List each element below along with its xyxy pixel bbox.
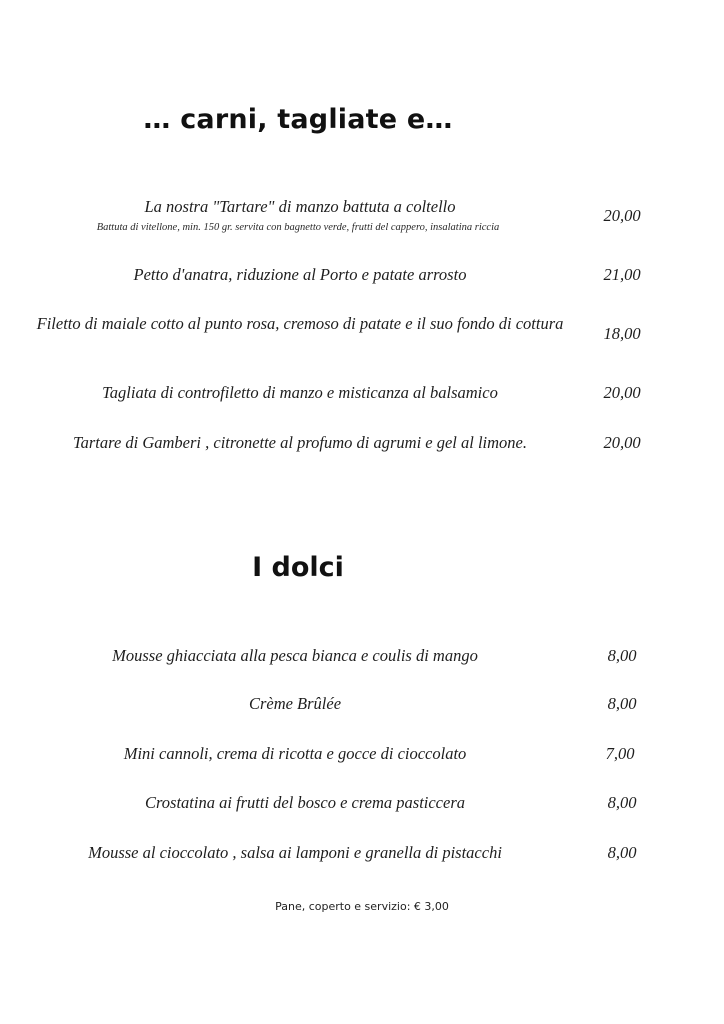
section-title-carni: … carni, tagliate e… — [143, 104, 453, 135]
menu-item-name: Tagliata di controfiletto di manzo e misticanza al balsamico — [102, 383, 498, 402]
menu-item-price: 20,00 — [603, 433, 641, 452]
menu-item-price: 20,00 — [603, 383, 641, 402]
menu-item-name: Crostatina ai frutti del bosco e crema pasticcera — [144, 793, 466, 812]
menu-item-name: Mousse ghiacciata alla pesca bianca e coulis di mango — [112, 646, 478, 665]
section-title-dolci: I dolci — [252, 552, 344, 583]
menu-item-name: Mousse al cioccolato , salsa ai lamponi e granella di pistacchi — [88, 843, 502, 862]
menu-item-price: 8,00 — [607, 646, 637, 665]
menu-item-price: 8,00 — [607, 694, 637, 713]
menu-item-description: Battuta di vitellone, min. 150 gr. servita con bagnetto verde, frutti del cappero, insalatina riccia — [96, 222, 500, 233]
menu-item-price: 8,00 — [607, 793, 637, 812]
menu-item-name: Mini cannoli, crema di ricotta e gocce di cioccolato — [123, 744, 467, 763]
menu-item-name: La nostra "Tartare" di manzo battuta a coltello — [144, 197, 456, 216]
menu-item-price: 18,00 — [603, 324, 641, 343]
menu-item-price: 8,00 — [607, 843, 637, 862]
menu-item-price: 21,00 — [603, 265, 641, 284]
menu-item-name: Tartare di Gamberi , citronette al profumo di agrumi e gel al limone. — [72, 433, 528, 452]
menu-item-name: Petto d'anatra, riduzione al Porto e patate arrosto — [133, 265, 467, 284]
menu-item-price: 20,00 — [603, 206, 641, 225]
menu-item-name: Filetto di maiale cotto al punto rosa, cremoso di patate e il suo fondo di cottura — [36, 314, 564, 333]
menu-item-name: Crème Brûlée — [248, 694, 342, 713]
menu-item-price: 7,00 — [605, 744, 635, 763]
cover-charge-note: Pane, coperto e servizio: € 3,00 — [275, 900, 449, 913]
